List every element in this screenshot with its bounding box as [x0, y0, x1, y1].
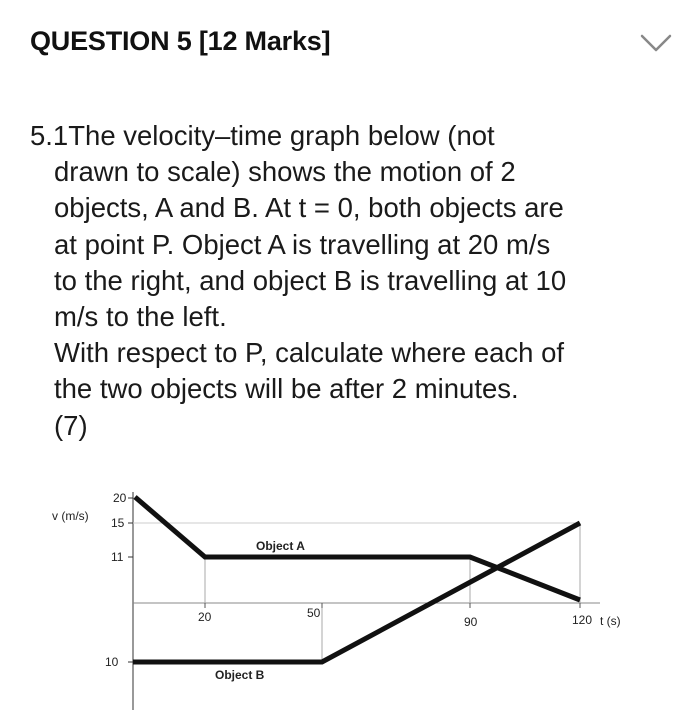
question-line: (7) — [54, 409, 88, 441]
question-line: at point P. Object A is travelling at 20 m/s — [54, 228, 551, 260]
question-title: QUESTION 5 [12 Marks] — [30, 26, 331, 56]
y-tick-label: 15 — [111, 516, 125, 530]
question-line: With respect to P, calculate where each of — [54, 337, 565, 369]
x-tick-label: 20 — [198, 610, 212, 624]
x-tick-label: 90 — [464, 615, 478, 629]
question-line: drawn to scale) shows the motion of 2 — [54, 156, 516, 188]
question-line: 5.1The velocity–time graph below (not — [30, 120, 495, 151]
question-line: to the right, and object B is travelling at 10 — [54, 264, 567, 296]
y-tick-label: 11 — [111, 550, 124, 564]
y-tick-label: 20 — [113, 491, 127, 505]
question-line: m/s to the left. — [54, 301, 227, 333]
y-axis-label: v (m/s) — [52, 509, 89, 523]
series-label-object-a: Object A — [256, 539, 305, 553]
question-line: objects, A and B. At t = 0, both objects are — [54, 192, 564, 224]
x-tick-label: 50 — [307, 606, 321, 620]
question-text — [30, 118, 630, 444]
question-line: the two objects will be after 2 minutes. — [54, 373, 519, 405]
series-label-object-b: Object B — [215, 668, 265, 682]
chevron-down-icon[interactable] — [638, 28, 674, 56]
series-line-object-a — [135, 497, 580, 600]
x-axis-label: t (s) — [600, 614, 621, 628]
y-tick-label: 10 — [105, 655, 119, 669]
series-line-object-b — [133, 523, 580, 662]
velocity-time-graph — [0, 470, 686, 724]
x-tick-label: 120 — [572, 613, 593, 627]
